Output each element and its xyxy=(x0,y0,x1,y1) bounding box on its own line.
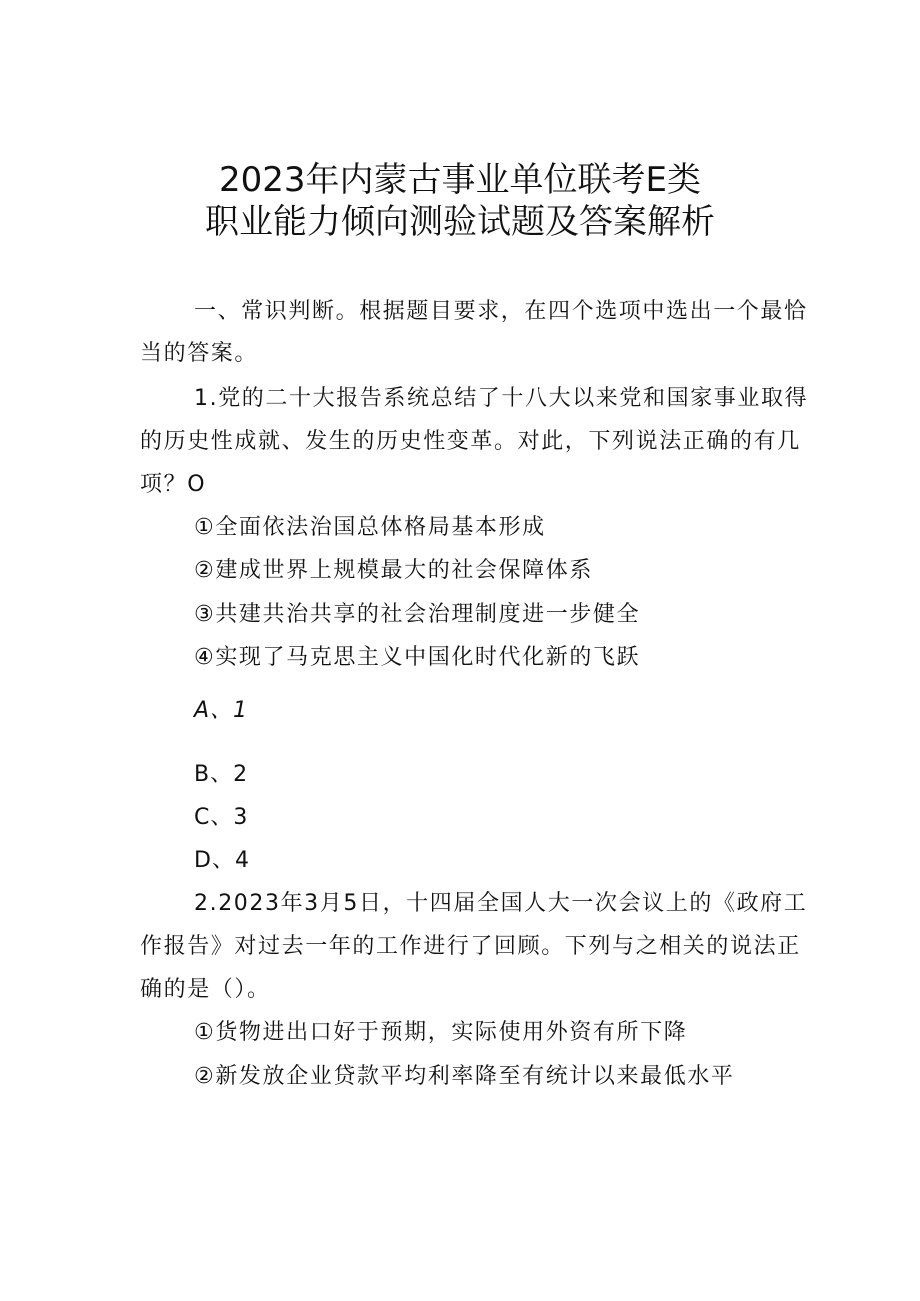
section-intro-line-2: 当的答案。 xyxy=(140,341,259,366)
question-1-option-c: C、3 xyxy=(194,805,249,830)
question-1-item-2: ②建成世界上规模最大的社会保障体系 xyxy=(194,558,593,583)
question-2-item-1: ①货物进出口好于预期，实际使用外资有所下降 xyxy=(194,1020,688,1045)
question-1-item-3: ③共建共治共享的社会治理制度进一步健全 xyxy=(194,602,641,627)
document-title-line-2: 职业能力倾向测验试题及答案解析 xyxy=(205,202,715,242)
question-2-stem-line-2: 作报告》对过去一年的工作进行了回顾。下列与之相关的说法正 xyxy=(140,934,801,959)
question-1-stem-line-3: 项？O xyxy=(140,472,207,497)
document-title-line-1: 2023年内蒙古事业单位联考E类 xyxy=(218,160,701,200)
question-1-stem-line-2: 的历史性成就、发生的历史性变革。对此，下列说法正确的有几 xyxy=(140,429,801,454)
question-1-option-b: B、2 xyxy=(194,762,249,787)
question-1-stem-line-1: 1.党的二十大报告系统总结了十八大以来党和国家事业取得 xyxy=(194,386,809,411)
question-1-option-d: D、4 xyxy=(194,848,250,873)
question-1-item-1: ①全面依法治国总体格局基本形成 xyxy=(194,515,546,540)
question-1-item-4: ④实现了马克思主义中国化时代化新的飞跃 xyxy=(194,645,641,670)
question-2-stem-line-1: 2.2023年3月5日，十四届全国人大一次会议上的《政府工 xyxy=(194,891,808,916)
section-intro-line-1: 一、常识判断。根据题目要求，在四个选项中选出一个最恰 xyxy=(194,299,808,324)
question-2-item-2: ②新发放企业贷款平均利率降至有统计以来最低水平 xyxy=(194,1064,735,1089)
question-2-stem-line-3: 确的是（）。 xyxy=(140,977,271,1002)
question-1-option-a: A、1 xyxy=(194,698,249,723)
